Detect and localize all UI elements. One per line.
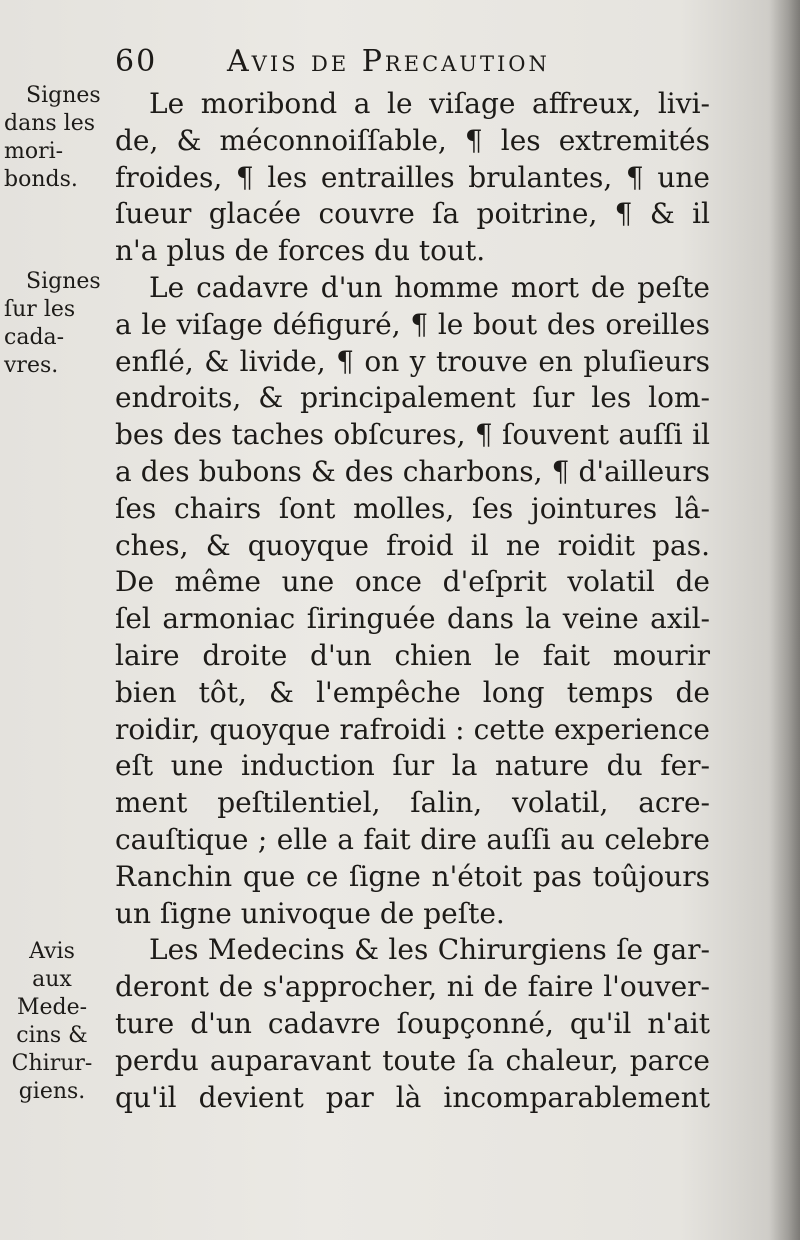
- text-line: a des bubons & des charbons, ¶ d'ailleurs: [115, 454, 710, 488]
- text-line: cauſtique ; elle a fait dire auſſi au celebre: [115, 822, 710, 856]
- text-line: un ſigne univoque de peſte.: [115, 896, 505, 930]
- margin-note-line: cada-: [4, 325, 65, 350]
- text-line: ſel armoniac ſiringuée dans la veine axil-: [115, 602, 710, 636]
- page-number: 60: [115, 44, 158, 79]
- text-line: froides, ¶ les entrailles brulantes, ¶ une: [115, 160, 710, 194]
- text-line: De même une once d'eſprit volatil de: [115, 565, 710, 599]
- text-line: laire droite d'un chien le fait mourir: [115, 638, 710, 672]
- margin-note-line: cins &: [16, 1023, 88, 1048]
- margin-note-signes-cadavres: [4, 268, 104, 380]
- margin-note-line: vres.: [4, 353, 59, 378]
- text-line: Le cadavre d'un homme mort de peſte: [149, 270, 710, 304]
- text-line: n'a plus de forces du tout.: [115, 234, 486, 268]
- text-line: bes des taches obſcures, ¶ ſouvent auſſi il: [115, 418, 710, 452]
- text-line: ſueur glacée couvre ſa poitrine, ¶ & il: [115, 197, 710, 231]
- text-line: de, & méconnoiſſable, ¶ les extremités: [115, 123, 710, 157]
- margin-note-line: Mede-: [16, 995, 88, 1020]
- text-line: enflé, & livide, ¶ on y trouve en pluſieurs: [115, 344, 710, 378]
- text-line: roidir, quoyque rafroidi : cette experience: [115, 712, 710, 746]
- text-line: deront de s'approcher, ni de faire l'ouver-: [115, 970, 710, 1004]
- margin-note-line: ſur les: [4, 297, 76, 322]
- text-line: ſes chairs ſont molles, ſes jointures lâ-: [115, 491, 710, 525]
- text-line: endroits, & principalement ſur les lom-: [115, 381, 710, 415]
- margin-note-line: aux: [32, 967, 72, 992]
- running-title: Avis de Precaution: [227, 44, 550, 79]
- margin-note-line: dans les: [4, 111, 95, 136]
- text-line: perdu auparavant toute ſa chaleur, parce: [115, 1043, 710, 1077]
- text-line: Ranchin que ce ſigne n'étoit pas toûjours: [115, 859, 710, 893]
- text-line: Les Medecins & les Chirurgiens ſe gar-: [149, 933, 710, 967]
- margin-note-signes-moribonds: [4, 82, 104, 194]
- text-line: Le moribond a le viſage affreux, livi-: [149, 87, 710, 120]
- margin-note-avis-medecins: [4, 938, 100, 1106]
- text-line: bien tôt, & l'empêche long temps de: [115, 675, 710, 709]
- page-edge-shadow: [770, 0, 800, 1240]
- text-line: qu'il devient par là incomparablement: [115, 1080, 710, 1114]
- margin-note-line: Chirur-: [11, 1051, 93, 1076]
- margin-note-line: Signes: [26, 269, 101, 294]
- text-line: ment peſtilentiel, ſalin, volatil, acre-: [115, 786, 710, 820]
- text-line: ches, & quoyque froid il ne roidit pas.: [115, 528, 710, 562]
- margin-note-line: Signes: [26, 83, 101, 108]
- text-line: a le viſage défiguré, ¶ le bout des oreilles: [115, 307, 710, 341]
- margin-note-line: Avis: [29, 939, 75, 964]
- body-text: [115, 86, 710, 1116]
- running-head: [115, 44, 675, 84]
- margin-note-line: bonds.: [4, 167, 78, 192]
- margin-note-line: giens.: [18, 1079, 86, 1104]
- text-line: eſt une induction ſur la nature du fer-: [115, 749, 710, 783]
- text-line: ture d'un cadavre ſoupçonné, qu'il n'ait: [115, 1006, 710, 1040]
- margin-note-line: mori-: [4, 139, 64, 164]
